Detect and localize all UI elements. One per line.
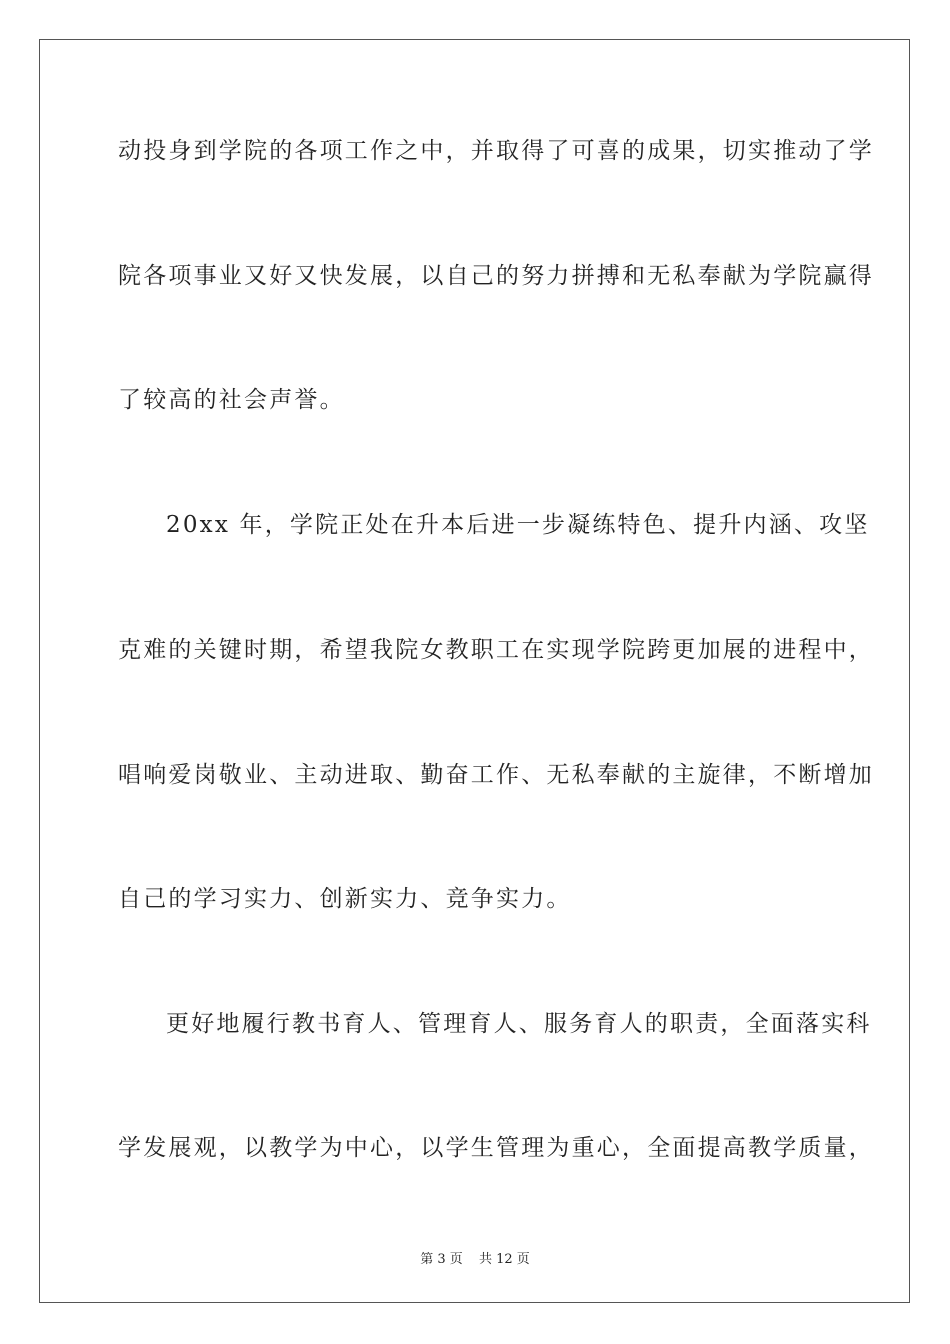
paragraph-line: 学发展观，以教学为中心，以学生管理为重心，全面提高教学质量， — [118, 1135, 874, 1161]
paragraph-line: 克难的关键时期，希望我院女教职工在实现学院跨更加展的进程中， — [118, 637, 874, 663]
paragraph-line: 动投身到学院的各项工作之中，并取得了可喜的成果，切实推动了学 — [118, 138, 874, 164]
page-number: 第 3 页 — [420, 1252, 463, 1267]
paragraph-line: 唱响爱岗敬业、主动进取、勤奋工作、无私奉献的主旋律，不断增加 — [118, 762, 874, 788]
page-footer — [0, 1248, 950, 1267]
page-total: 共 12 页 — [478, 1252, 530, 1267]
paragraph-line: 了较高的社会声誉。 — [118, 387, 345, 413]
page-frame — [39, 39, 910, 1303]
paragraph-line: 院各项事业又好又快发展，以自己的努力拼搏和无私奉献为学院赢得 — [118, 263, 874, 289]
paragraph-line: 自己的学习实力、创新实力、竞争实力。 — [118, 886, 572, 912]
paragraph-line: 更好地履行教书育人、管理育人、服务育人的职责，全面落实科 — [166, 1011, 872, 1037]
paragraph-line: 20xx 年，学院正处在升本后进一步凝练特色、提升内涵、攻坚 — [166, 512, 870, 538]
